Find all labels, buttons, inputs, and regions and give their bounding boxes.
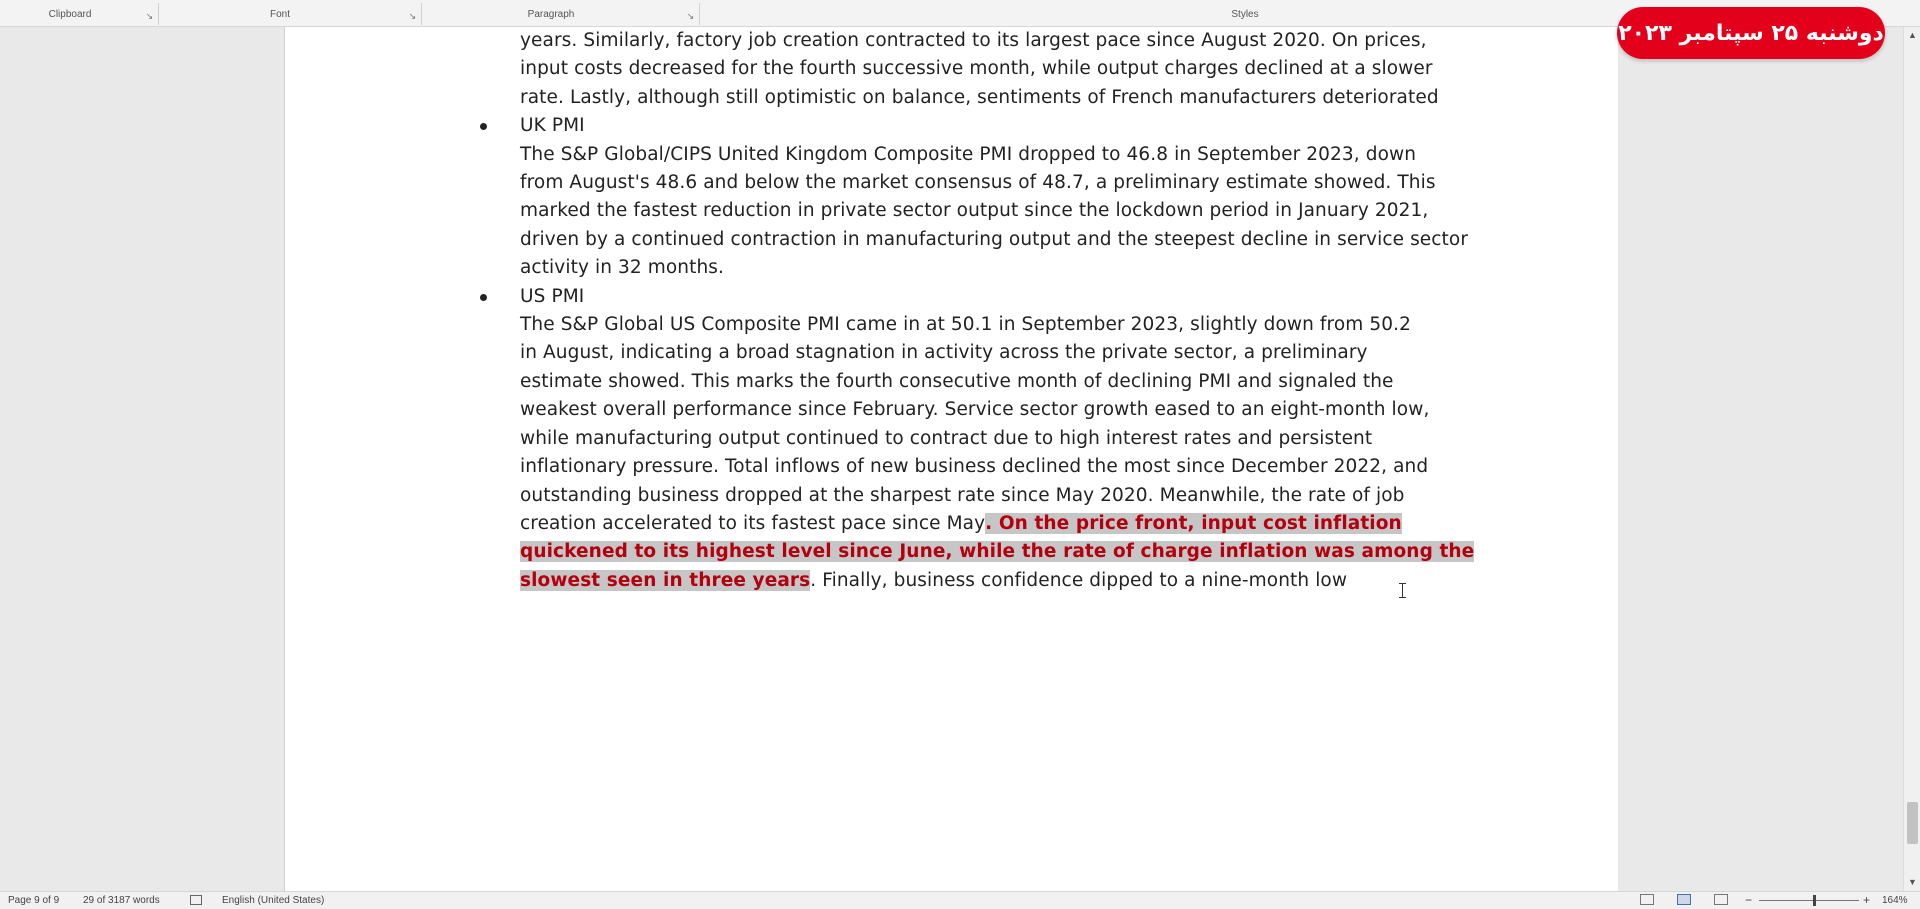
bullet-item-uk [520,112,1520,140]
text-line: weakest overall performance since February. Service sector growth eased to an eight-month low, [520,399,1430,421]
text-line-mixed [520,567,1520,595]
text-line: inflationary pressure. Total inflows of new business declined the most since December 2022, and [520,456,1429,478]
text-line: while manufacturing output continued to contract due to high interest rates and persistent [520,427,1373,449]
text-line: The S&P Global/CIPS United Kingdom Composite PMI dropped to 46.8 in September 2023, down [520,143,1417,165]
us-heading: US PMI [520,285,585,307]
group-separator [699,3,700,25]
text-line: driven by a continued contraction in manufacturing output and the steepest decline in service sector [520,228,1469,250]
read-mode-icon[interactable] [1640,894,1654,905]
text-line-mixed [520,510,1520,538]
text-line: years. Similarly, factory job creation contracted to its largest pace since August 2020. On prices, [520,30,1427,51]
uk-heading: UK PMI [520,115,585,137]
selected-highlight-text[interactable]: slowest seen in three years [520,569,811,591]
bullet-icon [480,294,487,301]
right-canvas-area [1618,27,1903,891]
selected-highlight-text[interactable]: . On the price front, input cost inflation [985,512,1402,534]
text-line: input costs decreased for the fourth successive month, while output charges declined at a slower [520,58,1433,80]
language-indicator[interactable]: English (United States) [222,895,325,906]
text-line: marked the fastest reduction in private sector output since the lockdown period in January 2021, [520,200,1429,222]
zoom-out-icon[interactable]: − [1745,893,1753,907]
page-count[interactable]: Page 9 of 9 [8,895,60,906]
text-line: activity in 32 months. [520,257,725,279]
status-bar [0,891,1920,909]
group-label-styles: Styles [1231,9,1259,20]
web-layout-icon[interactable] [1714,894,1728,905]
group-separator [421,3,422,25]
clipboard-launcher-icon[interactable]: ↘ [145,11,154,21]
scroll-up-icon[interactable]: ▲ [1908,30,1917,40]
scroll-down-icon[interactable]: ▼ [1908,877,1917,887]
group-label-font: Font [269,9,291,20]
group-label-clipboard: Clipboard [48,9,92,20]
paragraph-launcher-icon[interactable]: ↘ [686,11,695,21]
print-layout-icon[interactable] [1677,894,1691,905]
bullet-item-us [520,283,1520,311]
zoom-level[interactable]: 164% [1882,895,1908,906]
zoom-in-icon[interactable]: + [1863,893,1871,907]
selected-highlight-text[interactable]: quickened to its highest level since June, while the rate of charge inflation was among the [520,541,1475,563]
font-launcher-icon[interactable]: ↘ [408,11,417,21]
text-line: in August, indicating a broad stagnation in activity across the private sector, a preliminary [520,342,1368,364]
text-line: from August's 48.6 and below the market consensus of 48.7, a preliminary estimate showed. This [520,172,1436,194]
zoom-slider[interactable] [1759,900,1859,901]
bullet-icon [480,123,487,130]
document-body[interactable] [520,27,1520,595]
text-line-mixed [520,538,1520,566]
date-badge [1617,7,1885,59]
proofing-icon[interactable] [190,895,202,905]
text-line: The S&P Global US Composite PMI came in at 50.1 in September 2023, slightly down from 50.2 [520,314,1411,336]
group-separator [158,3,159,25]
text-line: estimate showed. This marks the fourth consecutive month of declining PMI and signaled the [520,370,1394,392]
zoom-slider-thumb[interactable] [1813,895,1816,906]
vertical-scrollbar[interactable] [1903,27,1920,891]
text-line: rate. Lastly, although still optimistic on balance, sentiments of French manufacturers deteriorated [520,86,1439,108]
document-page[interactable] [284,27,1619,891]
left-canvas-area [0,27,284,891]
date-badge-text: دوشنبه ۲۵ سپتامبر ۲۰۲۳ [1618,20,1884,46]
ibeam-cursor-icon [1402,583,1403,598]
group-label-paragraph: Paragraph [527,9,575,20]
plain-text: . Finally, business confidence dipped to a nine-month low [810,569,1348,591]
plain-text: creation accelerated to its fastest pace since May [520,512,986,534]
text-line: outstanding business dropped at the sharpest rate since May 2020. Meanwhile, the rate of job [520,484,1405,506]
scroll-thumb[interactable] [1907,802,1918,844]
word-count[interactable]: 29 of 3187 words [83,895,160,906]
